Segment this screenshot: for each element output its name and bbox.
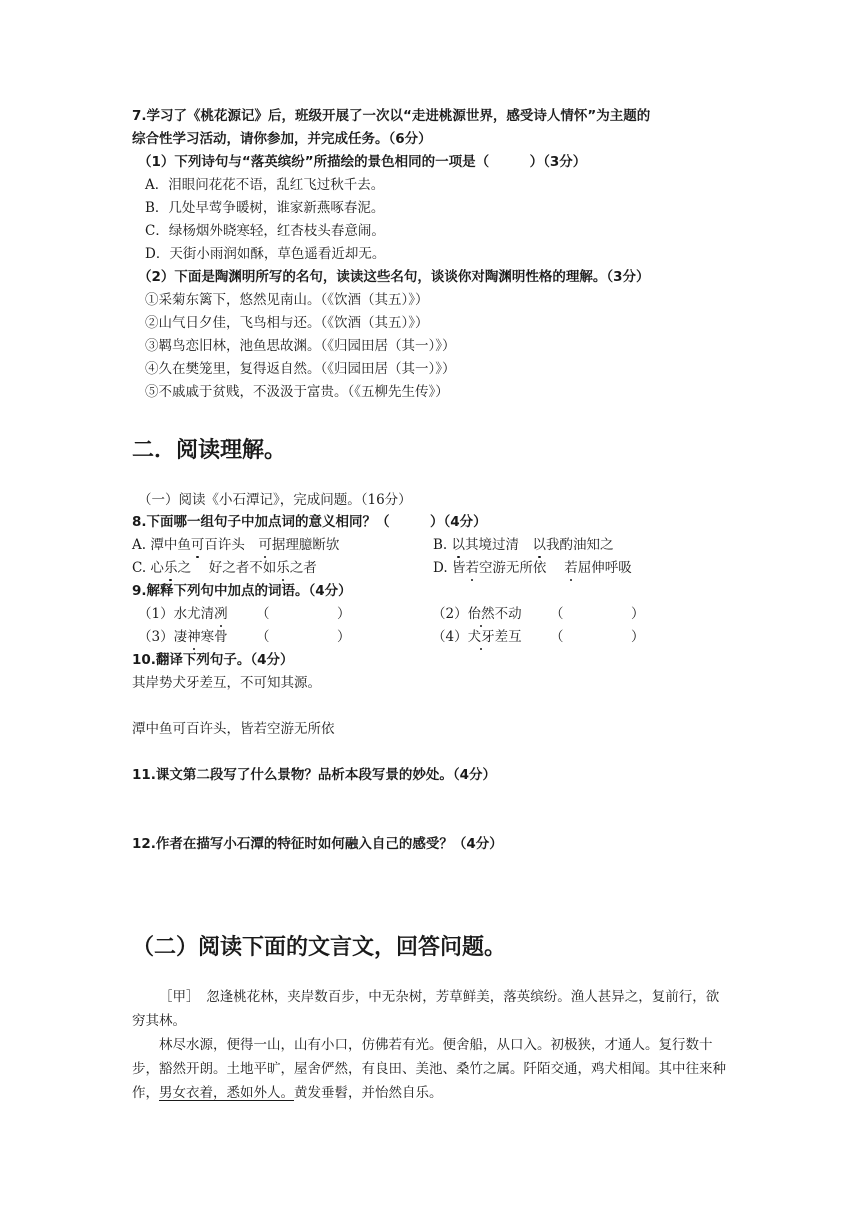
underlined-sentence: 男女衣着，悉如外人。 — [159, 1085, 294, 1101]
q7-sub1-stem: （1）下列诗句与“落英缤纷”所描绘的景色相同的一项是（ ）（3分） — [138, 154, 587, 170]
q7-quote-3: ③羁鸟恋旧林，池鱼思故渊。（《归园田居（其一）》） — [145, 338, 456, 354]
q9-row2 — [138, 627, 698, 647]
q7-quote-2: ②山气日夕佳，飞鸟相与还。（《饮酒（其五）》） — [145, 315, 429, 331]
q9-item-3-blank: （ ） — [256, 629, 351, 645]
q7-quote-1: ①采菊东篱下，悠然见南山。（《饮酒（其五）》） — [145, 292, 429, 308]
part2-title: （二）阅读下面的文言文，回答问题。 — [132, 935, 507, 960]
q8-option-c: C. 心乐之 好之者不如乐之者 — [132, 560, 317, 576]
q12-stem: 12.作者在描写小石潭的特征时如何融入自己的感受？（4分） — [132, 836, 503, 852]
part2-paragraph-2: 林尽水源，便得一山，山有小口，仿佛若有光。便舍船，从口入。初极狭，才通人。复行数十步，豁然开朗。土地平旷，屋舍俨然，有良田、美池、桑竹之属。阡陌交通，鸡犬相闻。其中往来种作，男女衣着，悉如外人。黄发垂髫，并怡然自乐。 — [132, 1037, 726, 1101]
q7-quote-4: ④久在樊笼里，复得返自然。（《归园田居（其一）》） — [145, 361, 456, 377]
q7-option-b: B．几处早莺争暖树，谁家新燕啄春泥。 — [145, 200, 385, 216]
q7-stem-line1: 7.学习了《桃花源记》后，班级开展了一次以“走进桃源世界，感受诗人情怀”为主题的 — [132, 108, 651, 124]
part1-intro: （一）阅读《小石潭记》，完成问题。（16分） — [138, 492, 412, 508]
q9-item-4-blank: （ ） — [550, 629, 645, 645]
q7-sub2-stem: （2）下面是陶渊明所写的名句，读读这些名句，谈谈你对陶渊明性格的理解。（3分） — [138, 269, 650, 285]
q9-item-1-blank: （ ） — [256, 606, 351, 622]
section-title-reading: 二．阅读理解。 — [132, 438, 287, 463]
q10-sentence-2: 潭中鱼可百许头，皆若空游无所依 — [132, 721, 335, 737]
q9-item-4: （4）犬牙差互 — [432, 629, 522, 645]
q8-options-row1 — [132, 535, 732, 555]
q9-item-2: （2）佁然不动 — [432, 606, 522, 622]
q8-options-row2 — [132, 558, 732, 578]
part2-paragraph-1: ［甲］ 忽逢桃花林，夹岸数百步，中无杂树，芳草鲜美，落英缤纷。渔人甚异之，复前行，欲穷其林。 — [132, 989, 720, 1029]
q9-item-2-blank: （ ） — [550, 606, 645, 622]
q8-option-a: A. 潭中鱼可百许头 可据理臆断欤 — [132, 537, 340, 553]
q7-quote-5: ⑤不戚戚于贫贱，不汲汲于富贵。（《五柳先生传》） — [145, 384, 449, 400]
q10-stem: 10.翻译下列句子。（4分） — [132, 652, 294, 668]
q8-option-b: B. 以其境过清 以我酌油知之 — [433, 537, 614, 553]
q8-stem: 8.下面哪一组句子中加点词的意义相同？（ ）（4分） — [132, 514, 487, 530]
q7-option-d: D．天街小雨润如酥，草色遥看近却无。 — [145, 246, 386, 262]
q7-option-c: C．绿杨烟外晓寒轻，红杏枝头春意闹。 — [145, 223, 385, 239]
q9-stem: 9.解释下列句中加点的词语。（4分） — [132, 583, 352, 599]
q8-option-d: D. 皆若空游无所依 若屈伸呼吸 — [433, 560, 632, 576]
q9-item-1: （1）水尤清冽 — [138, 606, 228, 622]
q9-item-3: （3）凄神寒骨 — [138, 629, 228, 645]
q11-stem: 11.课文第二段写了什么景物？品析本段写景的妙处。（4分） — [132, 767, 497, 783]
q9-row1 — [138, 604, 698, 624]
q7-option-a: A．泪眼问花花不语，乱红飞过秋千去。 — [145, 177, 385, 193]
q10-sentence-1: 其岸势犬牙差互，不可知其源。 — [132, 675, 321, 691]
q7-stem-line2: 综合性学习活动，请你参加，并完成任务。（6分） — [132, 131, 432, 147]
